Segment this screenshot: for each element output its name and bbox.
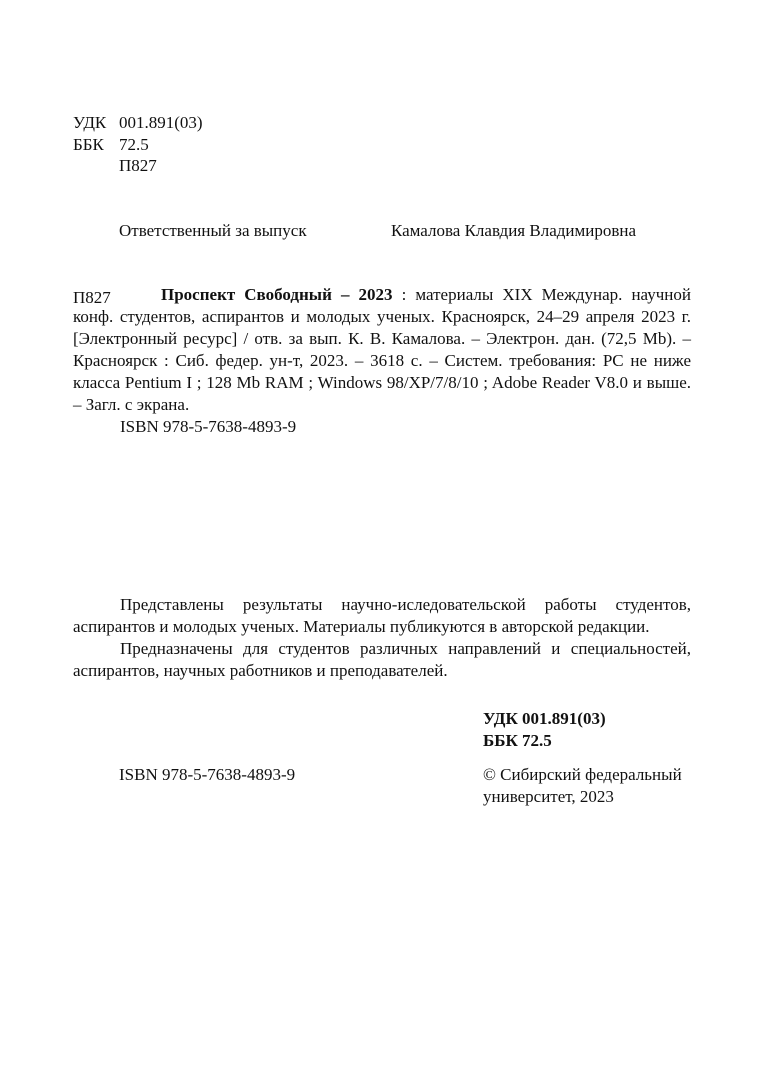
copyright-line-1: © Сибирский федеральный [483,765,682,784]
bibliographic-mark: П827 [73,288,111,307]
responsible-label: Ответственный за выпуск [119,221,307,240]
responsible-name: Камалова Клавдия Владимировна [391,221,637,240]
annotation-paragraph-2: Предназначены для студентов различных направлений и специальностей, аспирантов, научных работников и преподавателей. [73,639,691,680]
bibliographic-isbn: ISBN 978-5-7638-4893-9 [120,417,297,436]
footer-isbn: ISBN 978-5-7638-4893-9 [119,765,296,784]
author-mark: П827 [119,156,157,175]
annotation-paragraph-1: Представлены результаты научно-иследовательской работы студентов, аспирантов и молодых ученых. Материалы публикуются в авторской редакции. [73,595,691,636]
footer-bbk: ББК 72.5 [483,731,552,750]
bibliographic-paragraph [73,284,691,416]
book-title: Проспект Свободный – 2023 [161,285,393,304]
udk-label: УДК [73,113,107,132]
book-description: : материалы XIX Междунар. научной конф. студентов, аспирантов и молодых ученых. Красноярск, 24–29 апреля 2023 г. [Электронный ресурс] / отв. за вып. К. В. Камалова. – Электрон. дан. (72,5 Mb). – Красноярск : Сиб. федер. ун-т, 2023. – 3618 с. – Систем. требования: PC не ниже класса Pentium I ; 128 Mb RAM ; Windows 98/XP/7/8/10 ; Adobe Reader V8.0 и выше. – Загл. с экрана. [73,285,691,414]
annotation [73,594,691,682]
udk-value: 001.891(03) [119,113,203,132]
bbk-value: 72.5 [119,135,149,154]
bibliographic-description [73,284,691,438]
copyright-line-2: университет, 2023 [483,787,614,806]
bbk-label: ББК [73,135,104,154]
footer-udk: УДК 001.891(03) [483,709,606,728]
